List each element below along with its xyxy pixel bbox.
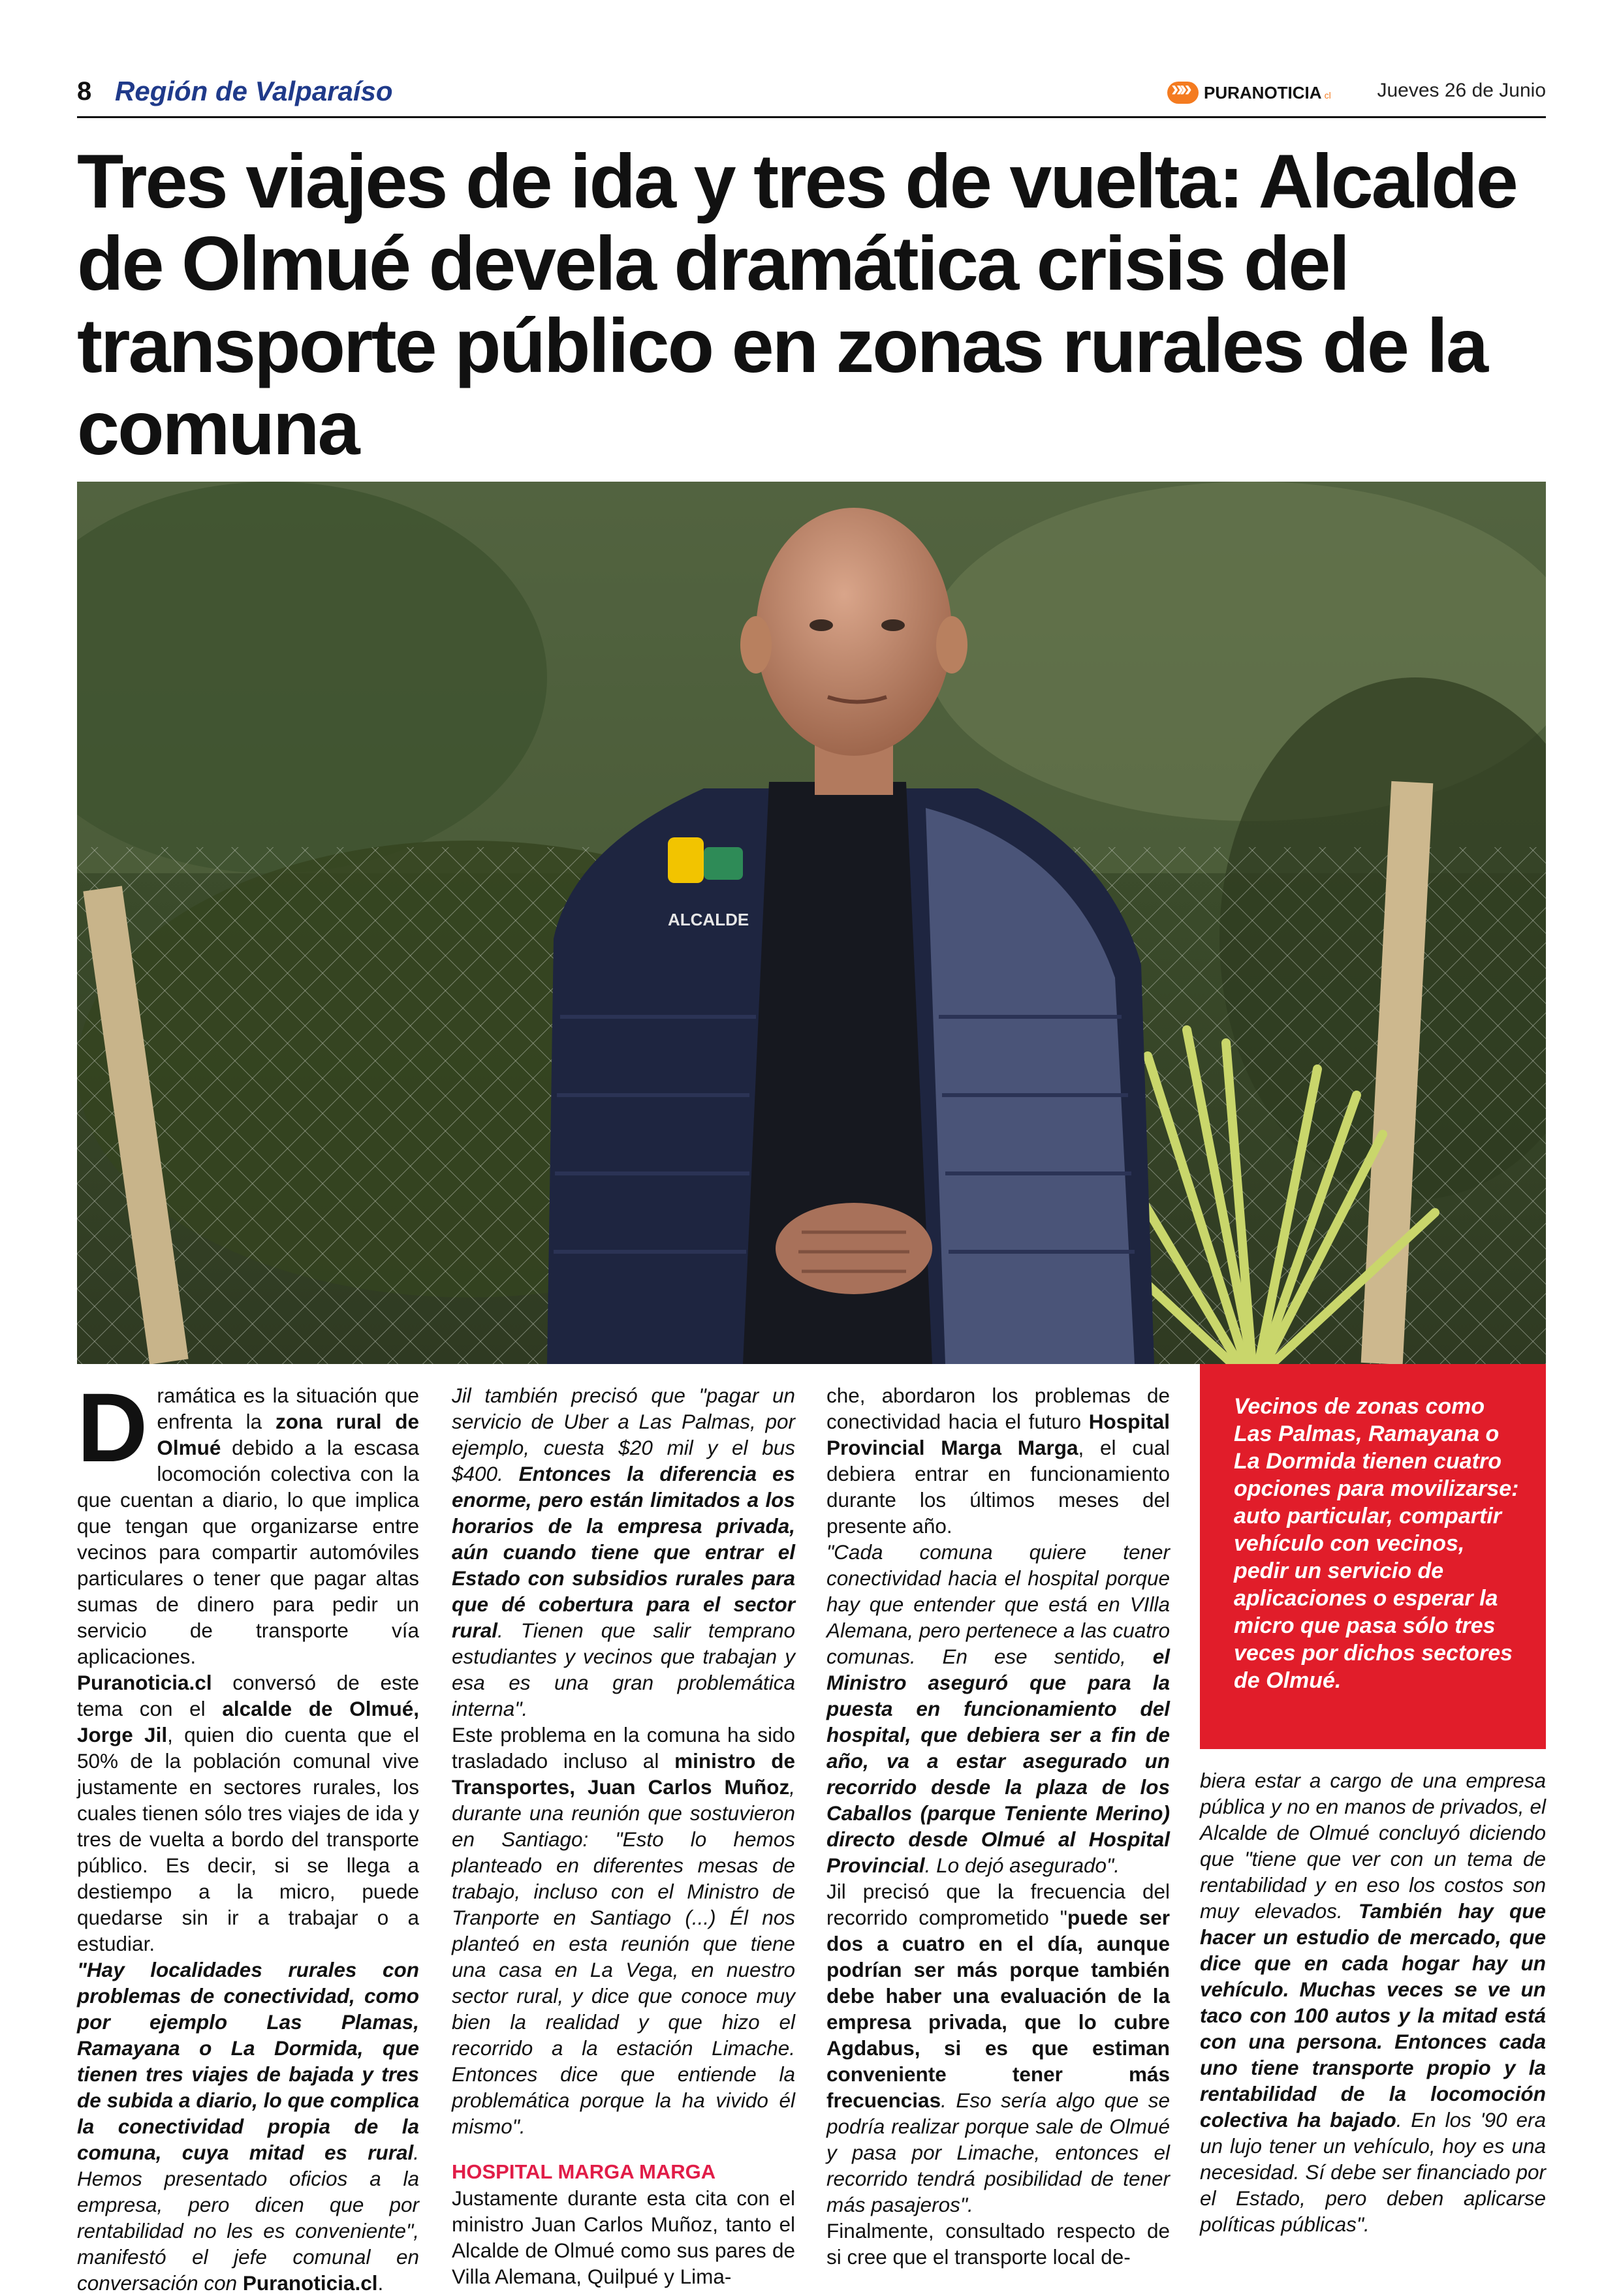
logo-text: PURANOTICIA	[1204, 82, 1322, 102]
publication-logo	[1167, 78, 1331, 107]
paragraph-text: conversó de este tema con el	[77, 1671, 419, 1720]
paragraph-text: Finalmente, consultado respecto de si cree que el transporte local de-	[826, 2219, 1170, 2269]
quote-bold: También hay que hacer un estudio de mercado, que dice que en cada hogar hay un vehículo. Muchas veces se ve un taco con 100 autos y la mitad está con una persona. Entonces cada uno tiene transporte propio y la rentabilidad de la locomoción colectiva ha bajado	[1200, 1899, 1546, 2132]
quote-text: . Eso sería algo que se podría realizar porque sale de Olmué y pasa por Limache, entonces el recorrido tendrá posibilidad de tener más pasajeros".	[826, 2088, 1170, 2216]
paragraph-bold: puede ser dos a cuatro en el día, aunque podrían ser más porque también debe haber una evaluación de la empresa privada, que lo cubre Agdabus, si es que estiman conveniente tener más frecuencias	[826, 1906, 1171, 2112]
quote-bold: "Hay localidades rurales con problemas de conectividad, como por ejemplo Las Plamas, Ramayana o La Dormida, que tienen tres viajes de bajada y tres de subida a diario, lo que complica la conectividad propia de la comuna, cuya mitad es rural	[77, 1958, 419, 2164]
paragraph-text: Jil precisó que la frecuencia del recorrido comprometido "	[826, 1880, 1170, 1929]
paragraph-text: che, abordaron los problemas de conectividad hacia el futuro	[826, 1384, 1170, 1433]
quote-text: "Cada comuna quiere tener conectividad hacia el hospital porque hay que entender que está en VIlla Alemana, pero pertenece a las cuatro comunas. En ese sentido,	[826, 1540, 1170, 1668]
jacket-badge-text: ALCALDE	[668, 910, 749, 929]
drop-cap: D	[77, 1373, 148, 1482]
logo-arrows-icon	[1167, 82, 1199, 104]
quote-text: . En los '90 era un lujo tener un vehículo, hoy es una necesidad. Sí debe ser financiado por el Estado, pero deben aplicarse políticas públicas".	[1200, 2108, 1547, 2236]
page-number: 8	[77, 77, 92, 106]
paragraph-text: .	[377, 2271, 384, 2295]
article-column-3	[826, 1382, 1170, 2270]
page-header	[77, 70, 1546, 118]
paragraph-text: Este problema en la comuna ha sido trasladado incluso al	[452, 1723, 795, 1773]
quote-text: biera estar a cargo de una empresa pública y no en manos de privados, el Alcalde de Olmué concluyó diciendo que "tiene que ver con un tema de rentabilidad y en eso los costos son muy elevados.	[1200, 1769, 1546, 1923]
paragraph-text: ramática es la situación que enfrenta la	[157, 1384, 419, 1433]
quote-text: , durante una reunión que sostuvieron en Santiago: "Esto lo hemos planteado en diferentes mesas de trabajo, incluso con el Ministro de Tranporte en Santiago (...) Él nos planteó en esta reunión que tiene una casa en La Vega, en nuestro sector rural, y dice que conoce muy bien la realidad y que hizo el recorrido a la estación Limache. Entonces dice que entiende la problemática porque la ha vivido él mismo".	[452, 1775, 795, 2138]
article-headline: Tres viajes de ida y tres de vuelta: Alcalde de Olmué devela dramática crisis del transporte público en zonas rurales de la comuna	[77, 138, 1517, 471]
callout-text: Vecinos de zonas como Las Palmas, Ramayana o La Dormida tienen cuatro opciones para movilizarse: auto particular, compartir vehículo con vecinos, pedir un servicio de aplicaciones o esperar la micro que pasa sólo tres veces por dichos sectores de Olmué.	[1234, 1394, 1519, 1693]
paragraph-text: , el cual debiera entrar en funcionamiento durante los últimos meses del presente año.	[826, 1436, 1170, 1538]
source-name: Puranoticia.cl	[77, 1671, 212, 1694]
quote-text: . Lo dejó asegurado".	[924, 1854, 1120, 1877]
quote-bold: Entonces la diferencia es enorme, pero están limitados a los horarios de la empresa privada, aún cuando tiene que entrar el Estado con subsidios rurales para que dé cobertura para el sector rural	[452, 1462, 795, 1642]
section-title: Región de Valparaíso	[115, 76, 393, 106]
quote-text: . Tienen que salir temprano estudiantes y vecinos que trabajan y esa es una gran problemática interna".	[452, 1619, 795, 1720]
logo-suffix: cl	[1324, 90, 1331, 101]
paragraph-bold: alcalde de Olmué, Jorge Jil	[77, 1697, 420, 1746]
quote-bold: el Ministro aseguró que para la puesta en funcionamiento del hospital, que debiera ser a fin de año, va a estar asegurado un recorrido desde la plaza de los Caballos (parque Teniente Merino) directo desde Olmué al Hospital Provincial	[826, 1645, 1170, 1877]
section-subhead: HOSPITAL MARGA MARGA	[452, 2160, 716, 2183]
paragraph-bold: ministro de Transportes, Juan Carlos Muñoz	[452, 1749, 795, 1799]
paragraph-text: Justamente durante esta cita con el ministro Juan Carlos Muñoz, tanto el Alcalde de Olmué como sus pares de Villa Alemana, Quilpué y Lima-	[452, 2186, 795, 2288]
article-column-4	[1200, 1767, 1546, 2237]
article-photo	[77, 482, 1546, 1364]
paragraph-bold: Hospital Provincial Marga Marga	[826, 1410, 1170, 1459]
issue-date: Jueves 26 de Junio	[1377, 80, 1546, 101]
source-name: Puranoticia.cl	[242, 2271, 378, 2295]
quote-text: Jil también precisó que "pagar un servicio de Uber a Las Palmas, por ejemplo, cuesta $20 mil y el bus $400.	[452, 1384, 795, 1485]
paragraph-text: , quien dio cuenta que el 50% de la población comunal vive justamente en sectores rurales, los cuales tienen sólo tres viajes de ida y tres de vuelta a bordo del transporte público. Es decir, si se llega a destiempo a la micro, puede quedarse sin ir a trabajar o a estudiar.	[77, 1723, 419, 1955]
article-column-1	[77, 1373, 420, 2296]
paragraph-text: debido a la escasa locomoción colectiva con la que cuentan a diario, lo que implica que tengan que organizarse entre vecinos para compartir automóviles particulares o tener que pagar altas sumas de dinero para pedir un servicio de transporte vía aplicaciones.	[77, 1436, 419, 1668]
quote-text: . Hemos presentado oficios a la empresa, pero dicen que por rentabilidad no les es conveniente", manifestó el jefe comunal en conversación con	[77, 2141, 419, 2295]
article-column-2	[452, 1382, 795, 2288]
paragraph-bold: zona rural de Olmué	[157, 1410, 420, 1459]
highlight-callout	[1200, 1364, 1546, 1749]
